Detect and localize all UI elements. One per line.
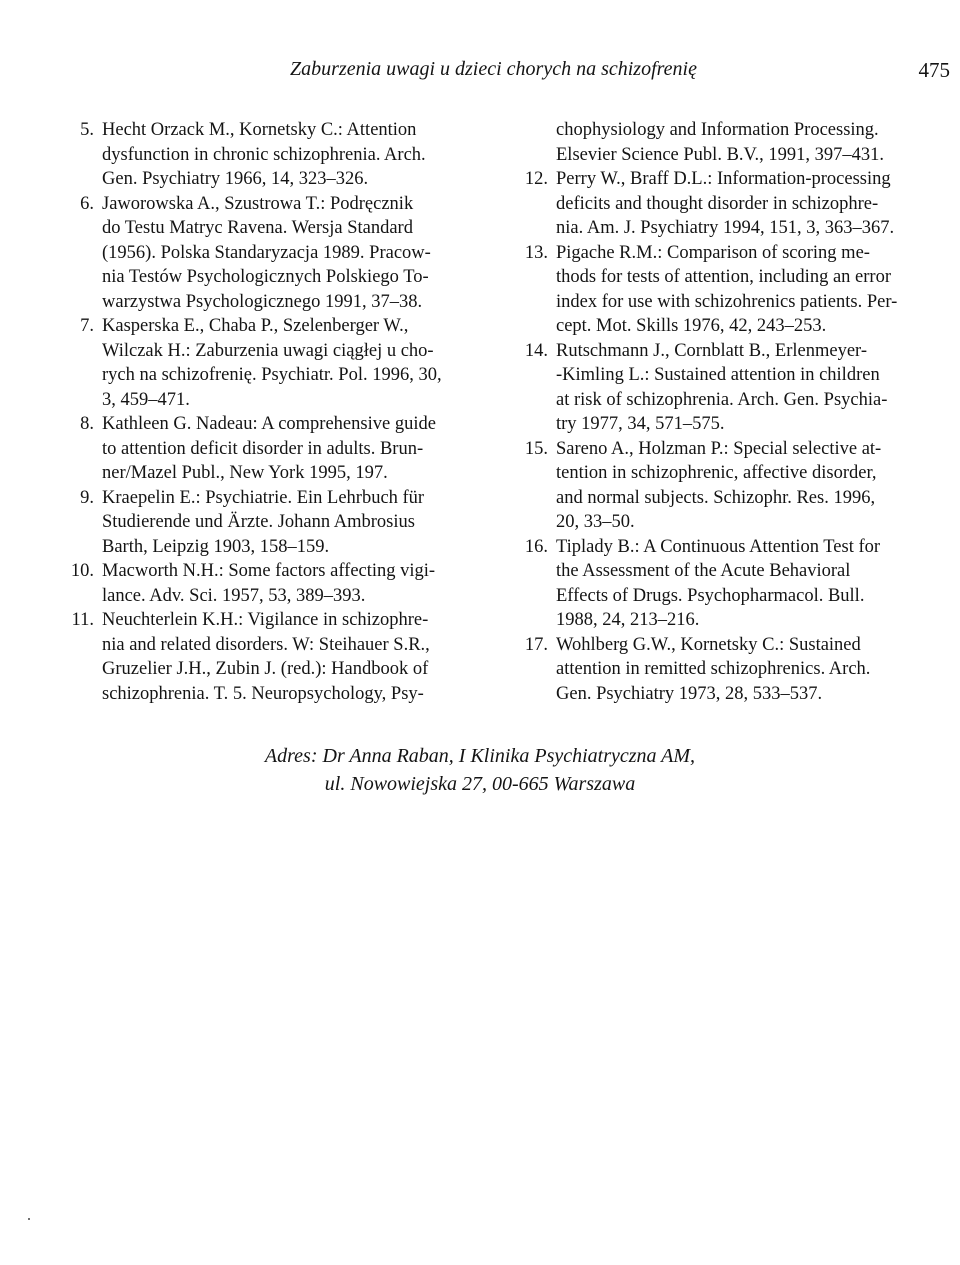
reference-number: 14. xyxy=(524,340,548,361)
reference-number: 13. xyxy=(524,242,548,263)
reference-entry xyxy=(512,167,958,241)
reference-entry xyxy=(60,559,500,608)
references-left-column xyxy=(60,118,500,706)
reference-line: cept. Mot. Skills 1976, 42, 243–253. xyxy=(556,316,827,336)
reference-line: Kasperska E., Chaba P., Szelenberger W., xyxy=(102,316,409,336)
reference-line: deficits and thought disorder in schizophre- xyxy=(556,193,879,214)
reference-entry xyxy=(512,437,958,535)
reference-line: 1988, 24, 213–216. xyxy=(556,610,700,630)
reference-line: Wilczak H.: Zaburzenia uwagi ciągłej u cho- xyxy=(102,340,434,361)
reference-line: nia. Am. J. Psychiatry 1994, 151, 3, 363–367. xyxy=(556,218,895,238)
reference-line: attention in remitted schizophrenics. Arch. xyxy=(556,659,871,679)
reference-line: Hecht Orzack M., Kornetsky C.: Attention xyxy=(102,120,417,140)
reference-line: do Testu Matryc Ravena. Wersja Standard xyxy=(102,218,413,238)
page-number: 475 xyxy=(918,58,950,82)
reference-text xyxy=(556,167,958,241)
reference-line: 20, 33–50. xyxy=(556,512,635,532)
reference-line: try 1977, 34, 571–575. xyxy=(556,414,725,434)
reference-line: nia Testów Psychologicznych Polskiego To- xyxy=(102,267,429,287)
reference-line: warzystwa Psychologicznego 1991, 37–38. xyxy=(102,291,423,312)
reference-entry xyxy=(60,314,500,412)
reference-entry xyxy=(60,608,500,706)
reference-line: Perry W., Braff D.L.: Information-processing xyxy=(556,169,891,189)
reference-line: Barth, Leipzig 1903, 158–159. xyxy=(102,536,330,557)
reference-line: and normal subjects. Schizophr. Res. 1996, xyxy=(556,487,876,508)
reference-line: -Kimling L.: Sustained attention in children xyxy=(556,365,880,385)
reference-number xyxy=(512,118,556,167)
address-line-1: Adres: Dr Anna Raban, I Klinika Psychiatryczna AM, xyxy=(264,745,696,767)
reference-entry xyxy=(512,339,958,437)
reference-number: 9. xyxy=(80,487,94,508)
reference-text xyxy=(556,241,958,339)
reference-text xyxy=(556,437,958,535)
address-line-2: ul. Nowowiejska 27, 00-665 Warszawa xyxy=(324,773,636,795)
reference-text xyxy=(556,633,958,707)
reference-line: Jaworowska A., Szustrowa T.: Podręcznik xyxy=(102,193,414,214)
reference-text xyxy=(556,118,958,167)
reference-entry xyxy=(512,535,958,633)
reference-line: lance. Adv. Sci. 1957, 53, 389–393. xyxy=(102,585,366,606)
reference-line: schizophrenia. T. 5. Neuropsychology, Psy- xyxy=(102,683,424,704)
reference-line: ner/Mazel Publ., New York 1995, 197. xyxy=(102,463,388,483)
reference-number: 10. xyxy=(70,561,94,581)
reference-line: Effects of Drugs. Psychopharmacol. Bull. xyxy=(556,585,865,606)
reference-line: Rutschmann J., Cornblatt B., Erlenmeyer- xyxy=(556,340,867,361)
reference-text xyxy=(102,608,500,706)
reference-number: 12. xyxy=(524,169,548,189)
reference-line: index for use with schizohrenics patients. Per- xyxy=(556,291,898,312)
reference-line: at risk of schizophrenia. Arch. Gen. Psychia- xyxy=(556,389,888,410)
reference-line: to attention deficit disorder in adults. Brun- xyxy=(102,438,424,459)
reference-number: 5. xyxy=(80,120,94,140)
reference-line: Tiplady B.: A Continuous Attention Test for xyxy=(556,536,881,557)
reference-entry xyxy=(512,241,958,339)
reference-line: Pigache R.M.: Comparison of scoring me- xyxy=(556,242,870,263)
reference-entry xyxy=(60,486,500,560)
reference-line: Neuchterlein K.H.: Vigilance in schizophre- xyxy=(102,610,429,630)
reference-line: dysfunction in chronic schizophrenia. Arch. xyxy=(102,144,426,165)
reference-line: Wohlberg G.W., Kornetsky C.: Sustained xyxy=(556,634,861,655)
reference-number: 15. xyxy=(524,438,548,459)
reference-text xyxy=(102,486,500,560)
reference-line: Gen. Psychiatry 1973, 28, 533–537. xyxy=(556,683,823,704)
reference-entry xyxy=(60,412,500,486)
reference-text xyxy=(102,412,500,486)
author-address xyxy=(0,742,960,798)
reference-entry xyxy=(60,118,500,192)
reference-line: rych na schizofrenię. Psychiatr. Pol. 1996, 30, xyxy=(102,365,442,385)
reference-line: Elsevier Science Publ. B.V., 1991, 397–431. xyxy=(556,144,885,165)
reference-number: 7. xyxy=(80,316,94,336)
reference-line: Studierende und Ärzte. Johann Ambrosius xyxy=(102,512,415,532)
reference-line: Gen. Psychiatry 1966, 14, 323–326. xyxy=(102,169,369,189)
reference-line: Gruzelier J.H., Zubin J. (red.): Handbook of xyxy=(102,659,429,679)
reference-line: chophysiology and Information Processing. xyxy=(556,120,879,140)
reference-line: 3, 459–471. xyxy=(102,389,190,410)
reference-line: Macworth N.H.: Some factors affecting vigi- xyxy=(102,561,436,581)
scan-speck xyxy=(28,1218,30,1220)
reference-entry xyxy=(60,192,500,315)
reference-line: thods for tests of attention, including an error xyxy=(556,267,891,287)
reference-text xyxy=(102,192,500,315)
reference-entry xyxy=(512,633,958,707)
reference-entry xyxy=(512,118,958,167)
reference-line: Kraepelin E.: Psychiatrie. Ein Lehrbuch für xyxy=(102,487,425,508)
reference-text xyxy=(102,314,500,412)
reference-number: 6. xyxy=(80,193,94,214)
references-right-column xyxy=(512,118,958,706)
reference-text xyxy=(556,339,958,437)
reference-line: tention in schizophrenic, affective disorder, xyxy=(556,463,877,483)
reference-text xyxy=(102,559,500,608)
reference-line: (1956). Polska Standaryzacja 1989. Pracow- xyxy=(102,242,431,263)
reference-number: 16. xyxy=(524,536,548,557)
reference-text xyxy=(102,118,500,192)
reference-number: 17. xyxy=(524,634,548,655)
reference-number: 8. xyxy=(80,414,94,434)
reference-line: Kathleen G. Nadeau: A comprehensive guide xyxy=(102,414,436,434)
reference-line: nia and related disorders. W: Steihauer S.R., xyxy=(102,634,430,655)
reference-line: Sareno A., Holzman P.: Special selective at- xyxy=(556,438,882,459)
reference-text xyxy=(556,535,958,633)
reference-number: 11. xyxy=(71,610,94,630)
reference-line: the Assessment of the Acute Behavioral xyxy=(556,561,851,581)
running-title: Zaburzenia uwagi u dzieci chorych na schizofrenię xyxy=(290,58,697,80)
